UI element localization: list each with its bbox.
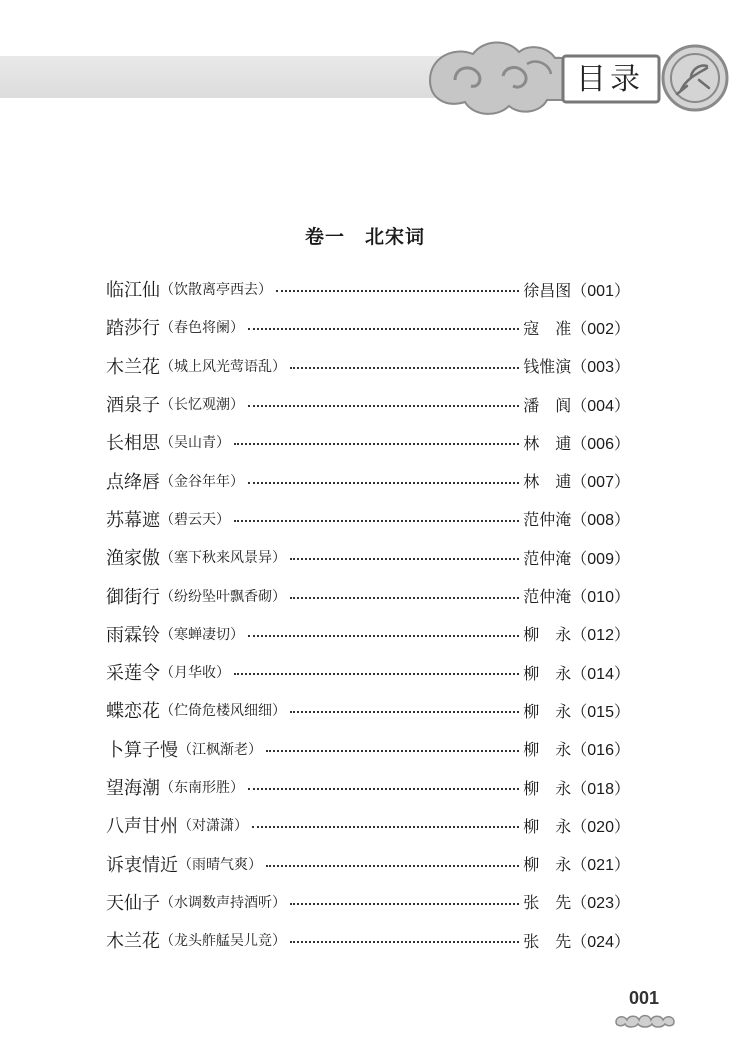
toc-entry-page: 008	[587, 512, 614, 530]
toc-entry-page: 020	[587, 818, 614, 836]
toc-entry-page: 001	[587, 282, 614, 300]
toc-entry-subtitle: 塞下秋来风景异	[174, 550, 272, 567]
toc-entry-title: 诉衷情近	[106, 854, 178, 876]
toc-entry[interactable]: 雨霖铃 （寒蝉凄切） 柳 永 （012）	[106, 615, 630, 653]
toc-entry-title: 酒泉子	[106, 395, 160, 417]
toc-leader-dots	[248, 328, 519, 330]
toc-leader-dots	[234, 443, 519, 445]
toc-entry[interactable]: 木兰花 （城上风光莺语乱） 钱惟演 （003）	[106, 347, 630, 385]
toc-entry-title: 采莲令	[106, 663, 160, 685]
toc-entry-author: 林 逋	[523, 472, 572, 492]
toc-entry-author: 寇 准	[523, 318, 572, 338]
toc-leader-dots	[234, 673, 519, 675]
toc-entry-title: 望海潮	[106, 778, 160, 799]
toc-entry-page: 018	[587, 780, 614, 798]
toc-entry-title: 长相思	[106, 433, 160, 455]
toc-entry-author: 柳 永	[523, 740, 572, 760]
toc-entry-page: 007	[587, 474, 614, 492]
toc-entry-author: 张 先	[523, 893, 572, 913]
page-number: 001	[628, 988, 660, 1008]
table-of-contents	[106, 270, 630, 959]
toc-entry-author: 林 逋	[523, 433, 572, 453]
toc-entry[interactable]: 木兰花 （龙头舴艋吴儿竞） 张 先 （024）	[106, 921, 630, 959]
toc-entry[interactable]: 酒泉子 （长忆观潮） 潘 阆 （004）	[106, 385, 630, 423]
toc-entry-author: 范仲淹	[523, 587, 572, 607]
toc-entry[interactable]: 卜算子慢 （江枫渐老） 柳 永 （016）	[106, 730, 630, 768]
toc-entry-page: 014	[587, 665, 614, 683]
toc-entry-subtitle: 雨晴气爽	[192, 856, 248, 873]
page-title: 目录	[576, 62, 644, 97]
toc-entry-subtitle: 伫倚危楼风细细	[174, 703, 272, 720]
toc-leader-dots	[290, 367, 519, 369]
toc-entry-page: 021	[587, 857, 614, 875]
toc-leader-dots	[290, 903, 519, 905]
toc-entry-author: 柳 永	[523, 778, 572, 798]
toc-entry[interactable]: 踏莎行 （春色将阑） 寇 准 （002）	[106, 308, 630, 346]
toc-entry[interactable]: 渔家傲 （塞下秋来风景异） 范仲淹 （009）	[106, 538, 630, 576]
toc-entry-title: 临江仙	[106, 280, 160, 302]
toc-leader-dots	[290, 558, 519, 560]
toc-entry-author: 柳 永	[523, 816, 572, 836]
toc-entry-subtitle: 对潇潇	[192, 818, 234, 835]
toc-entry-subtitle: 寒蝉凄切	[174, 626, 230, 643]
toc-entry[interactable]: 御街行 （纷纷坠叶飘香砌） 范仲淹 （010）	[106, 576, 630, 614]
toc-entry-subtitle: 月华收	[174, 665, 216, 682]
toc-entry-page: 016	[587, 742, 614, 760]
toc-entry-subtitle: 饮散离亭西去	[174, 282, 258, 299]
toc-entry-title: 木兰花	[106, 356, 160, 378]
toc-entry-title: 蝶恋花	[106, 701, 160, 723]
toc-entry-author: 柳 永	[523, 701, 572, 721]
toc-entry-subtitle: 金谷年年	[174, 473, 230, 490]
toc-leader-dots	[290, 941, 519, 943]
toc-entry-author: 范仲淹	[523, 510, 572, 530]
toc-entry-subtitle: 江枫渐老	[192, 741, 248, 758]
toc-entry-author: 范仲淹	[523, 548, 572, 568]
toc-entry-title: 天仙子	[106, 892, 160, 914]
toc-leader-dots	[248, 788, 519, 790]
toc-entry-author: 柳 永	[523, 855, 572, 875]
toc-entry-subtitle: 纷纷坠叶飘香砌	[174, 588, 272, 605]
toc-entry-page: 015	[587, 703, 614, 721]
toc-entry-title: 苏幕遮	[106, 509, 160, 531]
toc-entry-title: 八声甘州	[106, 816, 178, 838]
toc-entry-page: 004	[587, 397, 614, 415]
toc-entry-page: 024	[587, 933, 614, 951]
toc-entry-page: 002	[587, 320, 614, 338]
toc-entry-title: 点绛唇	[106, 471, 160, 493]
toc-entry-author: 张 先	[523, 931, 572, 951]
crane-medallion-icon	[663, 46, 727, 110]
toc-entry-title: 雨霖铃	[106, 624, 160, 646]
toc-leader-dots	[276, 290, 519, 292]
toc-entry-subtitle: 龙头舴艋吴儿竞	[174, 933, 272, 950]
toc-entry-page: 010	[587, 589, 614, 607]
toc-leader-dots	[248, 482, 519, 484]
toc-entry-subtitle: 碧云天	[174, 511, 216, 528]
toc-entry-author: 潘 阆	[523, 395, 572, 415]
cloud-ornament-icon	[612, 1010, 678, 1030]
toc-entry-author: 柳 永	[523, 663, 572, 683]
toc-entry[interactable]: 八声甘州 （对潇潇） 柳 永 （020）	[106, 806, 630, 844]
toc-leader-dots	[266, 750, 519, 752]
toc-entry[interactable]: 诉衷情近 （雨晴气爽） 柳 永 （021）	[106, 844, 630, 882]
toc-entry-author: 钱惟演	[523, 357, 572, 377]
toc-entry-subtitle: 春色将阑	[174, 320, 230, 337]
toc-entry-subtitle: 东南形胜	[174, 780, 230, 796]
toc-entry[interactable]: 点绛唇 （金谷年年） 林 逋 （007）	[106, 461, 630, 499]
toc-leader-dots	[266, 865, 519, 867]
toc-entry-page: 009	[587, 550, 614, 568]
toc-entry-subtitle: 吴山青	[174, 435, 216, 452]
toc-entry-title: 踏莎行	[106, 318, 160, 340]
toc-leader-dots	[248, 635, 519, 637]
toc-entry-page: 003	[587, 359, 614, 377]
toc-entry-page: 023	[587, 895, 614, 913]
toc-leader-dots	[248, 405, 519, 407]
toc-entry-page: 006	[587, 435, 614, 453]
toc-entry[interactable]: 望海潮 （东南形胜） 柳 永 （018）	[106, 768, 630, 806]
toc-entry-title: 渔家傲	[106, 548, 160, 570]
toc-entry-title: 木兰花	[106, 931, 160, 953]
toc-entry-subtitle: 城上风光莺语乱	[174, 358, 272, 375]
toc-entry[interactable]: 苏幕遮 （碧云天） 范仲淹 （008）	[106, 500, 630, 538]
toc-leader-dots	[234, 520, 519, 522]
toc-entry-subtitle: 水调数声持酒听	[174, 894, 272, 911]
toc-entry-title: 御街行	[106, 586, 160, 608]
toc-entry[interactable]: 长相思 （吴山青） 林 逋 （006）	[106, 423, 630, 461]
toc-entry-page: 012	[587, 627, 614, 645]
volume-heading: 卷一 北宋词	[304, 226, 425, 248]
toc-leader-dots	[252, 826, 519, 828]
toc-leader-dots	[290, 711, 519, 713]
toc-entry[interactable]: 临江仙 （饮散离亭西去） 徐昌图 （001）	[106, 270, 630, 308]
toc-entry-subtitle: 长忆观潮	[174, 397, 230, 414]
toc-entry-author: 徐昌图	[523, 280, 572, 300]
toc-entry[interactable]: 采莲令 （月华收） 柳 永 （014）	[106, 653, 630, 691]
toc-entry-title: 卜算子慢	[106, 739, 178, 761]
toc-leader-dots	[290, 597, 519, 599]
toc-entry-author: 柳 永	[523, 625, 572, 645]
toc-entry[interactable]: 蝶恋花 （伫倚危楼风细细） 柳 永 （015）	[106, 691, 630, 729]
toc-entry[interactable]: 天仙子 （水调数声持酒听） 张 先 （023）	[106, 883, 630, 921]
